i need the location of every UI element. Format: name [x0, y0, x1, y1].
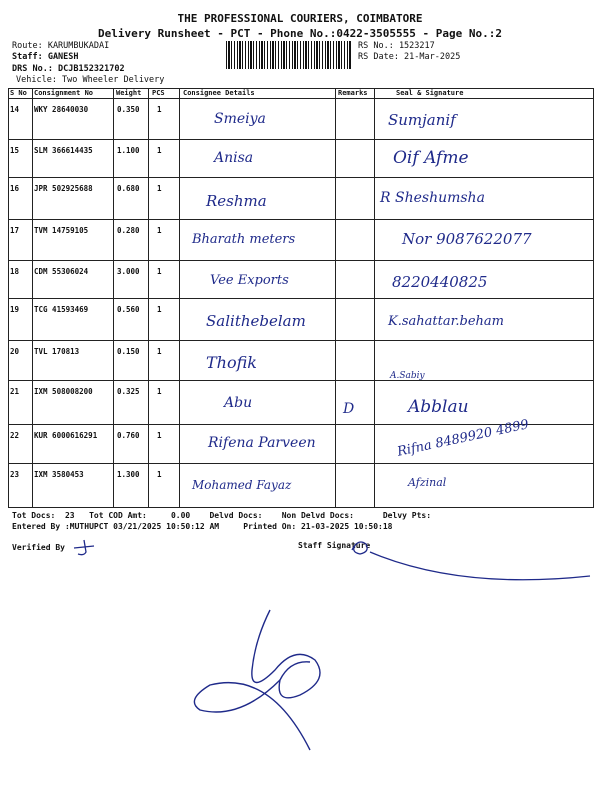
table-row: [8, 178, 594, 220]
row-consignee-handwritten: Rifena Parveen: [208, 435, 316, 451]
row-signature: Afzinal: [408, 476, 447, 489]
row-consignment-no: SLM 366614435: [34, 146, 93, 155]
drs-number: DRS No.: DCJB152321702: [12, 64, 125, 74]
row-consignment-no: IXM 508008200: [34, 387, 93, 396]
col-pcs: PCS: [152, 89, 165, 97]
row-weight: 0.280: [117, 226, 140, 235]
row-pcs: 1: [157, 470, 162, 479]
row-signature: Abblau: [408, 397, 469, 417]
table-row: [8, 381, 594, 425]
row-pcs: 1: [157, 146, 162, 155]
totals-summary: Tot Docs: 23 Tot COD Amt: 0.00 Delvd Docs: Non Delvd Docs: Delvy Pts:: [12, 511, 432, 520]
row-consignee-handwritten: Bharath meters: [192, 232, 296, 247]
large-signature-scribble: [180, 600, 400, 760]
row-pcs: 1: [157, 105, 162, 114]
table-row: [8, 299, 594, 341]
row-weight: 0.680: [117, 184, 140, 193]
staff-label: Staff: GANESH: [12, 52, 79, 62]
table-row: [8, 140, 594, 178]
row-consignee-handwritten: Abu: [224, 395, 253, 411]
table-row: [8, 464, 594, 508]
row-pcs: 1: [157, 305, 162, 314]
row-signature: K.sahattar.beham: [388, 314, 504, 329]
verified-by-label: Verified By: [12, 543, 65, 552]
table-row: [8, 341, 594, 381]
runsheet-subtitle: Delivery Runsheet - PCT - Phone No.:0422-3505555 - Page No.:2: [98, 27, 502, 40]
row-consignee-handwritten: Salithebelam: [206, 312, 306, 330]
row-consignment-no: TCG 41593469: [34, 305, 89, 314]
row-consignment-no: CDM 55306024: [34, 267, 89, 276]
col-sno: S No: [10, 89, 27, 97]
row-signature: Oif Afme: [393, 148, 469, 168]
col-consignment: Consignment No: [34, 89, 94, 97]
row-pcs: 1: [157, 267, 162, 276]
row-signature: A.Sabiy: [390, 371, 425, 381]
row-weight: 1.100: [117, 146, 140, 155]
row-sno: 18: [10, 267, 20, 276]
row-sno: 21: [10, 387, 20, 396]
row-weight: 0.350: [117, 105, 140, 114]
row-sno: 20: [10, 347, 20, 356]
row-weight: 0.760: [117, 431, 140, 440]
row-weight: 0.150: [117, 347, 140, 356]
row-signature: Rifna 8489920 4899: [395, 417, 531, 460]
table-row: [8, 99, 594, 140]
row-sno: 19: [10, 305, 20, 314]
row-sno: 15: [10, 146, 20, 155]
row-consignee-handwritten: Anisa: [214, 150, 254, 166]
row-signature: R Sheshumsha: [380, 190, 485, 206]
table-row: [8, 261, 594, 299]
col-seal-signature: Seal & Signature: [396, 89, 464, 97]
remarks-mark: D: [343, 401, 355, 417]
row-pcs: 1: [157, 184, 162, 193]
entered-printed-line: Entered By :MUTHUPCT 03/21/2025 10:50:12 AM Printed On: 21-03-2025 10:50:18: [12, 522, 393, 531]
row-consignee-handwritten: Smeiya: [214, 111, 266, 127]
row-sno: 22: [10, 431, 20, 440]
rs-date: RS Date: 21-Mar-2025: [358, 52, 461, 62]
staff-signature-image: [340, 530, 600, 580]
barcode-image: [226, 41, 352, 69]
row-consignment-no: WKY 28640030: [34, 105, 89, 114]
row-weight: 0.325: [117, 387, 140, 396]
row-sno: 16: [10, 184, 20, 193]
row-consignment-no: JPR 502925688: [34, 184, 93, 193]
table-header: [8, 88, 594, 99]
vehicle-label: Vehicle: Two Wheeler Delivery: [16, 75, 165, 85]
col-consignee: Consignee Details: [183, 89, 255, 97]
rs-number: RS No.: 1523217: [358, 41, 435, 51]
company-title: THE PROFESSIONAL COURIERS, COIMBATORE: [177, 12, 423, 25]
table-row: [8, 220, 594, 261]
verified-signature-image: [72, 538, 102, 558]
table-row: [8, 417, 594, 464]
row-sno: 23: [10, 470, 20, 479]
row-consignment-no: IXM 3580453: [34, 470, 84, 479]
row-consignee-handwritten: Reshma: [206, 192, 267, 210]
row-pcs: 1: [157, 226, 162, 235]
staff-signature-label: Staff Signature: [298, 541, 371, 550]
row-weight: 3.000: [117, 267, 140, 276]
row-signature: Sumjanif: [388, 111, 456, 129]
row-signature: 8220440825: [392, 273, 488, 291]
row-consignment-no: TVL 170813: [34, 347, 80, 356]
route-label: Route: KARUMBUKADAI: [12, 41, 110, 51]
row-consignee-handwritten: Vee Exports: [210, 273, 289, 288]
row-pcs: 1: [157, 347, 162, 356]
row-sno: 17: [10, 226, 20, 235]
row-sno: 14: [10, 105, 20, 114]
row-consignee-handwritten: Thofik: [206, 353, 257, 372]
row-pcs: 1: [157, 431, 162, 440]
col-weight: Weight: [116, 89, 142, 97]
row-consignment-no: TVM 14759105: [34, 226, 89, 235]
row-consignee-handwritten: Mohamed Fayaz: [192, 478, 292, 492]
row-pcs: 1: [157, 387, 162, 396]
row-weight: 0.560: [117, 305, 140, 314]
col-remarks: Remarks: [338, 89, 368, 97]
row-signature: Nor 9087622077: [402, 230, 532, 248]
row-consignment-no: KUR 6000616291: [34, 431, 98, 440]
row-weight: 1.300: [117, 470, 140, 479]
